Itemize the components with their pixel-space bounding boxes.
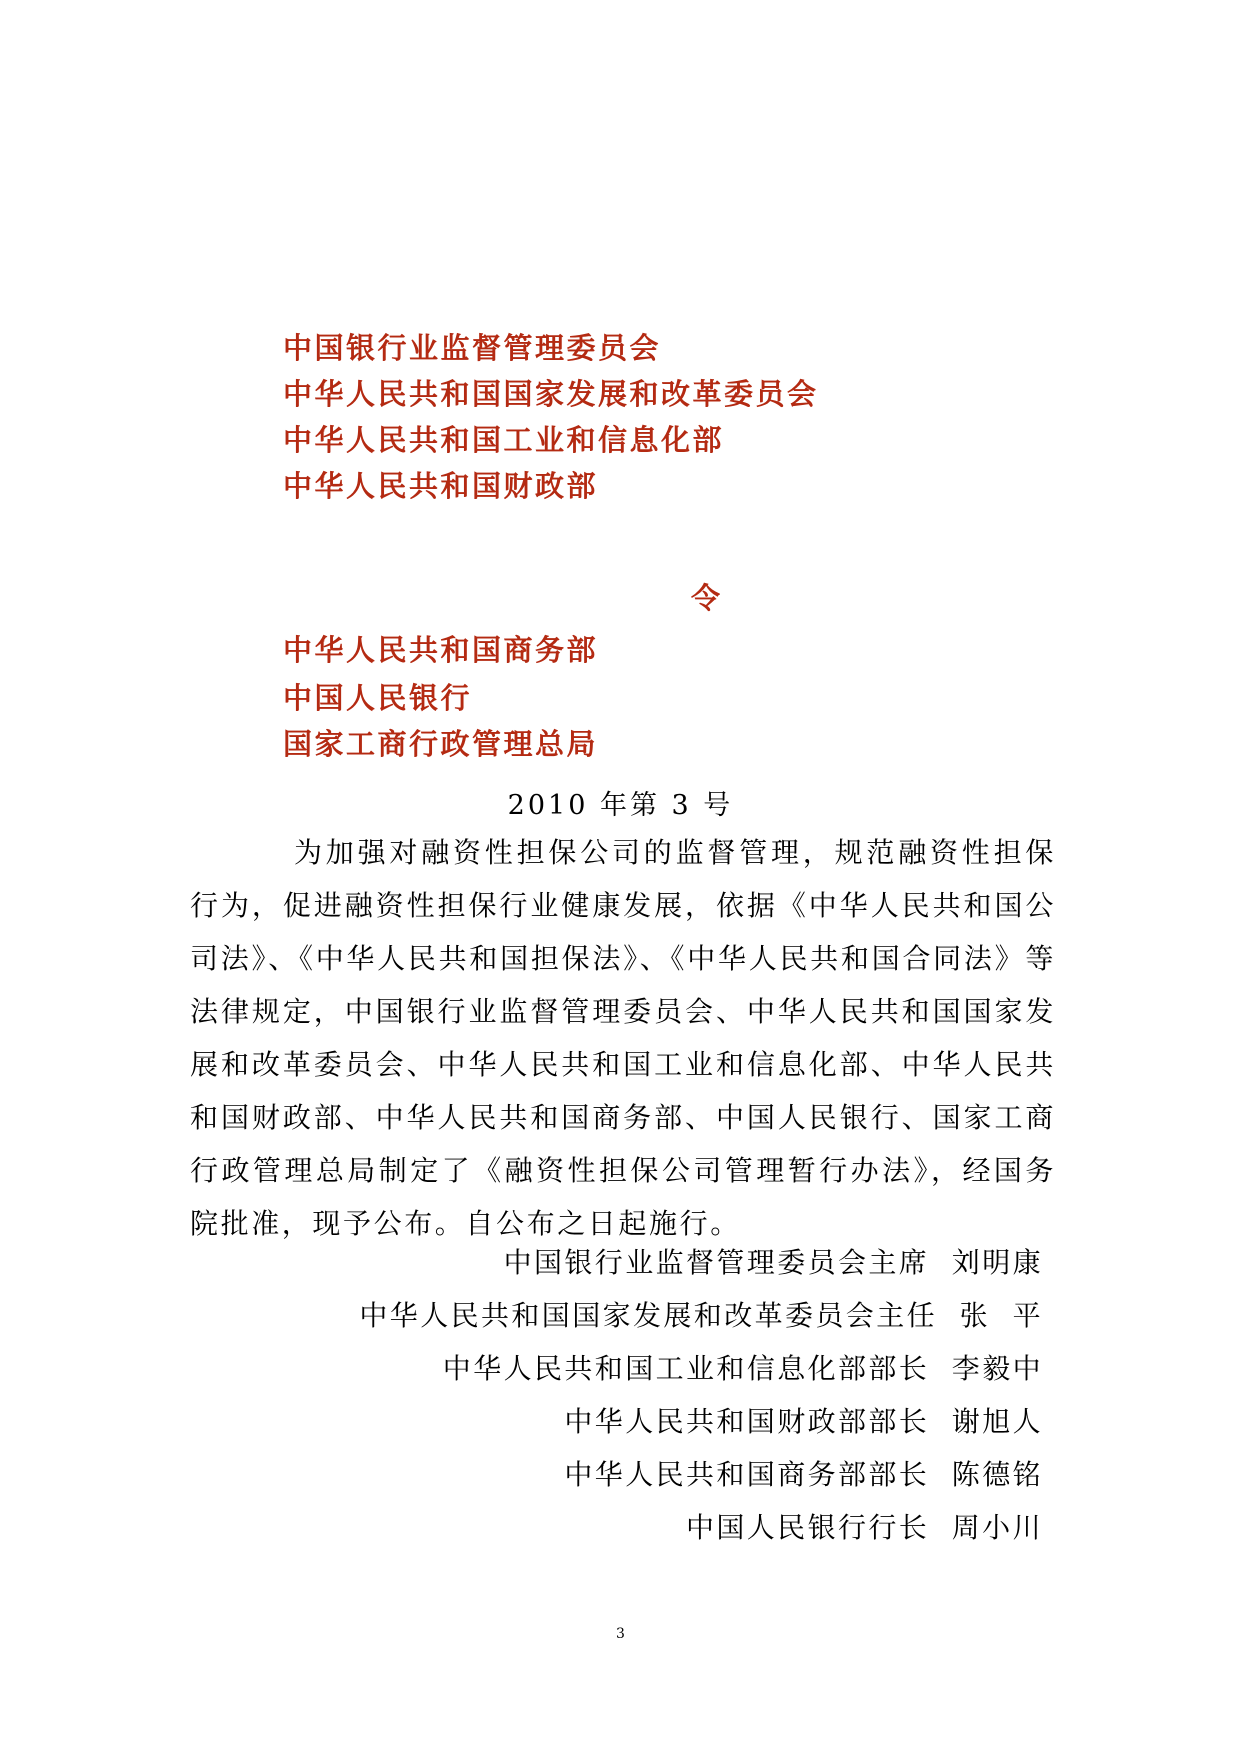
issuer-line: 国家工商行政管理总局 (283, 727, 599, 761)
issuer-line: 中华人民共和国财政部 (283, 469, 599, 503)
document-number: 2010 年第 3 号 (507, 790, 734, 821)
signatory-block (143, 1236, 1043, 1554)
issuer-line: 中华人民共和国工业和信息化部 (283, 423, 725, 457)
issuer-line: 中国人民银行 (283, 681, 473, 715)
issuer-line: 中国银行业监督管理委员会 (283, 331, 662, 365)
body-paragraph: 为加强对融资性担保公司的监督管理，规范融资性担保行为，促进融资性担保行业健康发展，依据《中华人民共和国公司法》、《中华人民共和国担保法》、《中华人民共和国合同法》等法律规定，中国银行业监督管理委员会、中华人民共和国国家发展和改革委员会、中华人民共和国工业和信息化部、中华人民共和国财政部、中华人民共和国商务部、中国人民银行、国家工商行政管理总局制定了《融资性担保公司管理暂行办法》，经国务院批准，现予公布。自公布之日起施行。 (190, 836, 1056, 1240)
signatory-line: 中华人民共和国财政部部长 谢旭人 (564, 1405, 1043, 1438)
signatory-line: 中华人民共和国工业和信息化部部长 李毅中 (442, 1352, 1043, 1385)
signatory-line: 中华人民共和国商务部部长 陈德铭 (564, 1458, 1043, 1491)
signatory-line: 中国银行业监督管理委员会主席 刘明康 (503, 1246, 1043, 1279)
signatory-line: 中华人民共和国国家发展和改革委员会主任 张 平 (359, 1299, 1043, 1332)
issuer-line: 中华人民共和国商务部 (283, 633, 599, 667)
page-number: 3 (616, 1626, 625, 1642)
signatory-line: 中国人民银行行长 周小川 (685, 1511, 1043, 1544)
issuer-line: 中华人民共和国国家发展和改革委员会 (283, 377, 819, 411)
order-character: 令 (691, 581, 721, 615)
